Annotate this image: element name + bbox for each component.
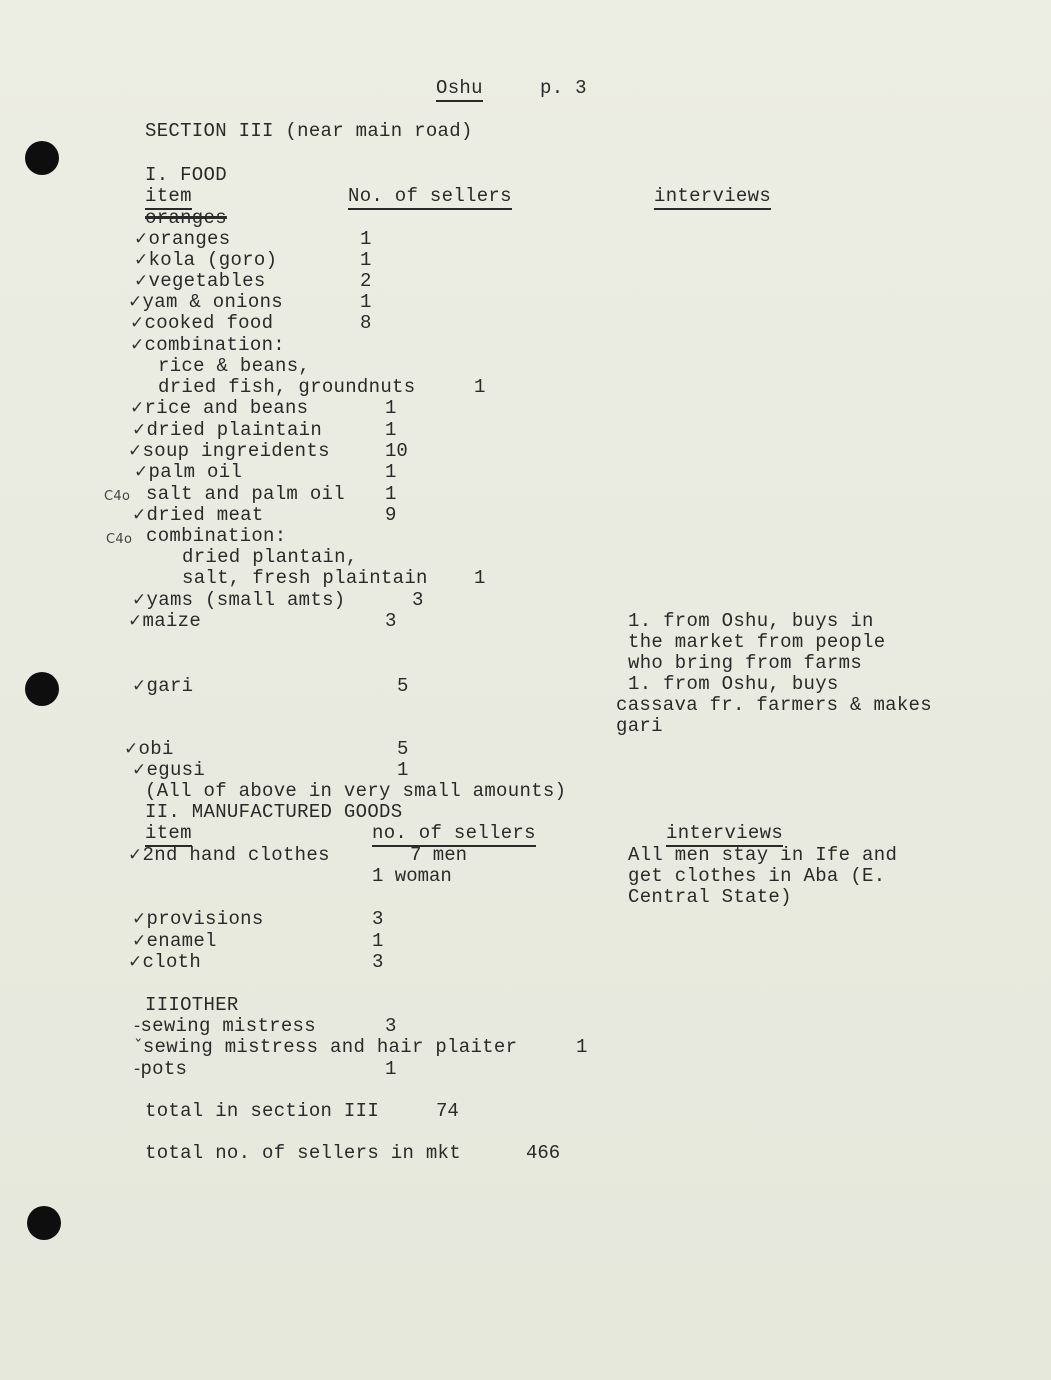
- food-count: 1: [360, 249, 372, 271]
- other-item: ˇsewing mistress and hair plaiter: [134, 1036, 518, 1058]
- check-mark-icon: ✓: [128, 845, 143, 865]
- food-item: combination:: [146, 525, 287, 547]
- check-mark-icon: ✓: [128, 952, 143, 972]
- food-col-interviews: interviews: [654, 186, 771, 210]
- manufactured-count: 1 woman: [372, 865, 452, 887]
- check-mark-icon: ˇ: [134, 1037, 143, 1057]
- food-item: ✓dried meat: [132, 504, 264, 526]
- check-mark-icon: ✓: [134, 462, 149, 482]
- margin-note: C4o: [104, 489, 131, 504]
- manufactured-count: 3: [372, 908, 384, 930]
- check-mark-icon: ✓: [132, 676, 147, 696]
- food-count: 1: [397, 759, 409, 781]
- food-item: ✓dried plaintain: [132, 419, 323, 441]
- food-item: ✓oranges: [134, 228, 231, 250]
- check-mark-icon: ✓: [128, 292, 143, 312]
- food-item: ✓yam & onions: [128, 291, 283, 313]
- food-count: 9: [385, 504, 397, 526]
- page-title: Oshu: [436, 78, 483, 102]
- food-item: ✓soup ingreidents: [128, 440, 330, 462]
- total-section-value: 74: [436, 1100, 459, 1122]
- food-count: 1: [385, 483, 397, 505]
- check-mark-icon: ✓: [130, 398, 145, 418]
- food-count: 8: [360, 312, 372, 334]
- manufactured-item: ✓enamel: [132, 930, 217, 952]
- food-item: ✓obi: [124, 738, 174, 760]
- manufactured-col-item: item: [145, 823, 192, 847]
- food-count: 5: [397, 675, 409, 697]
- check-mark-icon: ✓: [132, 931, 147, 951]
- struck-out-word: oranges: [145, 207, 227, 229]
- margin-note: C4o: [106, 532, 133, 547]
- check-mark-icon: ✓: [130, 335, 145, 355]
- food-count: 1: [385, 397, 397, 419]
- interview-line: 1. from Oshu, buys: [628, 673, 839, 695]
- interview-line: gari: [616, 715, 663, 737]
- food-count: 3: [412, 589, 424, 611]
- check-mark-icon: ✓: [128, 441, 143, 461]
- check-mark-icon: ✓: [124, 739, 139, 759]
- food-col-item: item: [145, 186, 192, 210]
- manufactured-item: ✓cloth: [128, 951, 202, 973]
- food-count: 3: [385, 610, 397, 632]
- food-item: ✓combination:: [130, 334, 285, 356]
- manufactured-col-sellers: no. of sellers: [372, 823, 536, 847]
- food-item-detail: dried plantain,: [182, 546, 358, 568]
- other-heading: IIIOTHER: [145, 994, 239, 1016]
- manufactured-item: ✓provisions: [132, 908, 264, 930]
- other-item: -sewing mistress: [134, 1015, 316, 1037]
- binder-hole-bottom: [27, 1206, 61, 1240]
- food-count: 1: [360, 228, 372, 250]
- manufactured-col-interviews: interviews: [666, 823, 783, 847]
- other-count: 1: [576, 1036, 588, 1058]
- interview-line: cassava fr. farmers & makes: [616, 694, 932, 716]
- manufactured-count: 1: [372, 930, 384, 952]
- food-count: 1: [360, 291, 372, 313]
- food-item: ✓gari: [132, 675, 194, 697]
- manufactured-count: 7 men: [410, 844, 468, 866]
- food-count: 5: [397, 738, 409, 760]
- check-mark-icon: -: [134, 1016, 141, 1036]
- food-item: ✓kola (goro): [134, 249, 278, 271]
- food-col-sellers: No. of sellers: [348, 186, 512, 210]
- food-count: 1: [385, 419, 397, 441]
- total-market-label: total no. of sellers in mkt: [145, 1142, 461, 1164]
- food-note: (All of above in very small amounts): [145, 780, 567, 802]
- check-mark-icon: ✓: [132, 760, 147, 780]
- binder-hole-middle: [25, 672, 59, 706]
- check-mark-icon: -: [134, 1059, 141, 1079]
- food-item: ✓yams (small amts): [132, 589, 346, 611]
- manufactured-count: 3: [372, 951, 384, 973]
- food-item: ✓maize: [128, 610, 202, 632]
- check-mark-icon: ✓: [130, 313, 145, 333]
- food-heading: I. FOOD: [145, 164, 227, 186]
- check-mark-icon: ✓: [134, 229, 149, 249]
- manufactured-item: ✓2nd hand clothes: [128, 844, 330, 866]
- section-heading: SECTION III (near main road): [145, 120, 473, 142]
- other-count: 3: [385, 1015, 397, 1037]
- check-mark-icon: ✓: [132, 505, 147, 525]
- check-mark-icon: ✓: [132, 420, 147, 440]
- food-item: ✓cooked food: [130, 312, 274, 334]
- manufactured-heading: II. MANUFACTURED GOODS: [145, 801, 403, 823]
- interview-line: get clothes in Aba (E.: [628, 865, 886, 887]
- food-item: ✓rice and beans: [130, 397, 309, 419]
- check-mark-icon: ✓: [134, 271, 149, 291]
- food-count: 1: [385, 461, 397, 483]
- food-count: 10: [385, 440, 408, 462]
- food-count: 1: [474, 567, 486, 589]
- food-item-detail: dried fish, groundnuts: [158, 376, 416, 398]
- interview-line: who bring from farms: [628, 652, 863, 674]
- interview-line: All men stay in Ife and: [628, 844, 898, 866]
- food-item-detail: salt, fresh plaintain: [182, 567, 428, 589]
- binder-hole-top: [25, 141, 59, 175]
- food-item: ✓egusi: [132, 759, 206, 781]
- food-count: 2: [360, 270, 372, 292]
- total-market-value: 466: [526, 1142, 561, 1164]
- food-item: salt and palm oil: [146, 483, 345, 505]
- food-item-detail: rice & beans,: [158, 355, 311, 377]
- other-count: 1: [385, 1058, 397, 1080]
- check-mark-icon: ✓: [128, 611, 143, 631]
- interview-line: 1. from Oshu, buys in: [628, 610, 874, 632]
- check-mark-icon: ✓: [132, 909, 147, 929]
- interview-line: the market from people: [628, 631, 886, 653]
- other-item: -pots: [134, 1058, 188, 1080]
- total-section-label: total in section III: [145, 1100, 380, 1122]
- interview-line: Central State): [628, 886, 792, 908]
- food-count: 1: [474, 376, 486, 398]
- food-item: ✓vegetables: [134, 270, 266, 292]
- food-item: ✓palm oil: [134, 461, 243, 483]
- check-mark-icon: ✓: [134, 250, 149, 270]
- page-number: p. 3: [540, 77, 587, 99]
- check-mark-icon: ✓: [132, 590, 147, 610]
